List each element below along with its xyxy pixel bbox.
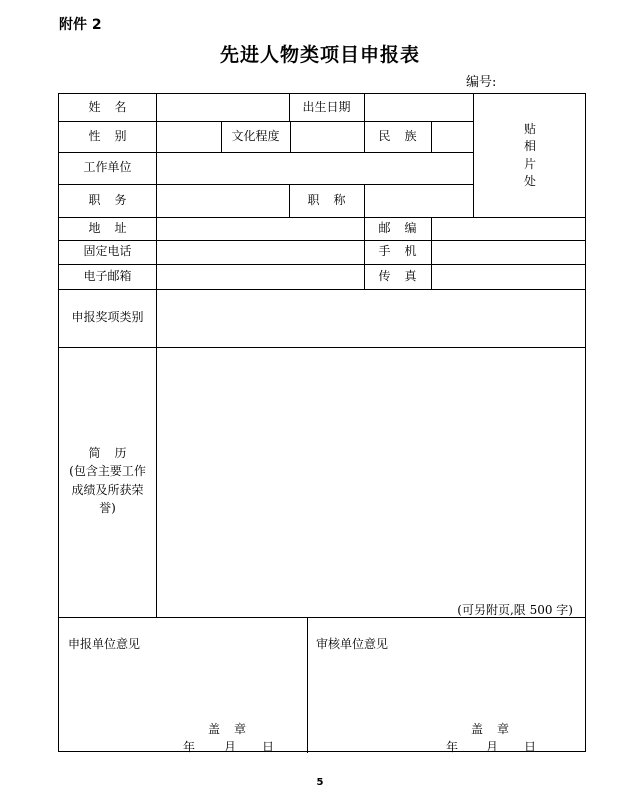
resume-note: (包含主要工作成绩及所获荣誉) <box>69 463 146 516</box>
applicant-date-day: 日 <box>262 740 275 754</box>
applicant-date-month: 月 <box>224 740 237 754</box>
professional-title-label: 职称 <box>307 192 360 207</box>
postcode-label: 邮编 <box>378 220 431 235</box>
reviewer-date-day: 日 <box>524 740 537 754</box>
education-label: 文化程度 <box>231 128 280 143</box>
ethnicity-label: 民族 <box>378 128 431 143</box>
applicant-seal-label: 盖章 <box>208 722 261 736</box>
reviewer-date-year: 年 <box>446 740 459 754</box>
gender-label: 性别 <box>88 128 141 143</box>
reviewer-seal-label: 盖章 <box>471 722 524 736</box>
serial-number-label: 编号: <box>466 75 497 90</box>
address-label: 地址 <box>88 220 141 235</box>
applicant-date-year: 年 <box>183 740 196 754</box>
column-divider <box>364 184 365 217</box>
reviewer-date-month: 月 <box>486 740 499 754</box>
column-divider <box>290 121 291 152</box>
resume-label: 简历 <box>88 446 141 461</box>
column-divider <box>156 94 157 617</box>
reviewer-opinion-label: 审核单位意见 <box>316 637 389 651</box>
name-label: 姓名 <box>88 99 141 114</box>
award-category-label: 申报奖项类别 <box>71 310 144 325</box>
resume-limit-note: (可另附页,限 500 字) <box>457 603 573 617</box>
column-divider <box>431 217 432 289</box>
employer-label: 工作单位 <box>83 160 132 175</box>
resume-label-cell <box>59 347 156 617</box>
email-label: 电子邮箱 <box>83 268 132 283</box>
fax-label: 传真 <box>378 268 431 283</box>
column-divider <box>307 617 308 753</box>
application-form <box>58 93 586 752</box>
page-title: 先进人物类项目申报表 <box>219 44 420 66</box>
column-divider <box>364 94 365 121</box>
mobile-label: 手机 <box>378 244 431 259</box>
position-label: 职务 <box>88 192 141 207</box>
birth-date-label: 出生日期 <box>302 99 351 114</box>
attachment-label: 附件 2 <box>59 17 102 33</box>
page-number: 5 <box>316 777 324 788</box>
photo-area <box>473 94 587 217</box>
phone-label: 固定电话 <box>83 244 132 259</box>
applicant-opinion-label: 申报单位意见 <box>68 637 141 651</box>
photo-label: 贴相片处 <box>523 121 536 188</box>
column-divider <box>431 121 432 152</box>
